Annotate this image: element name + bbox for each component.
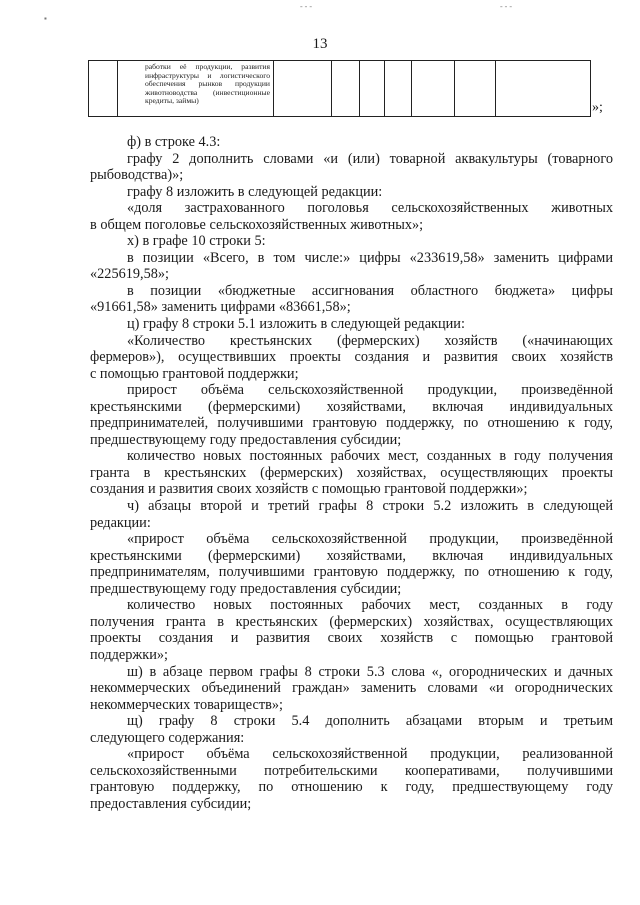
paragraph-line: предоставления субсидии; [90, 795, 252, 812]
paragraph-line: «прирост объёма сельскохозяйственной продукции, реализованной [127, 746, 613, 763]
table-cell-line: животноводства (инвестиционные [145, 87, 270, 97]
paragraph-line: редакции: [90, 514, 151, 531]
paragraph-line: фермеров»), осуществивших проекты создания и развития своих хозяйств [90, 349, 613, 366]
table-cell-line: инфраструктуры и логистического [145, 70, 270, 80]
paragraph-line: рыбоводства)»; [90, 167, 184, 184]
paragraph-line: х) в графе 10 строки 5: [127, 233, 266, 250]
paragraph-line: проекты создания и развития своих хозяйств с помощью грантовой [90, 630, 613, 647]
paragraph-line: предпринимателям, получившими грантовую поддержку, по отношению к году, [90, 564, 613, 581]
paragraph-line: «доля застрахованного поголовья сельскохозяйственных животных [127, 200, 613, 217]
paragraph-line: щ) графу 8 строки 5.4 дополнить абзацами вторым и третьим [127, 713, 613, 730]
table-cell [332, 61, 360, 117]
paragraph-line: ф) в строке 4.3: [127, 134, 221, 150]
page-number: 13 [312, 36, 328, 52]
paragraph-line: сельскохозяйственными потребительскими кооперативами, получившими [90, 762, 613, 779]
paragraph-line: некоммерческих объединений граждан» заменить словами «и огороднических [90, 680, 613, 697]
paragraph-line: прирост объёма сельскохозяйственной продукции, произведённой [127, 382, 613, 399]
table-cell [385, 61, 412, 117]
paragraph-line: грантовую поддержку, по отношению к году, предшествующему году [90, 779, 613, 796]
paragraph-line: создания и развития своих хозяйств с помощью грантовой поддержки»; [90, 481, 528, 498]
paragraph-line: ч) абзацы второй и третий графы 8 строки 5.2 изложить в следующей [127, 498, 613, 515]
paragraph-line: предшествующему году предоставления субсидии; [90, 580, 402, 597]
paragraph-line: ц) графу 8 строки 5.1 изложить в следующей редакции: [127, 316, 465, 333]
paragraph-line: графу 2 дополнить словами «и (или) товарной аквакультуры (товарного [127, 150, 613, 167]
paragraph-line: следующего содержания: [90, 729, 245, 746]
paragraph-line: «225619,58»; [90, 266, 170, 283]
table-cell [455, 61, 496, 117]
table-cell [496, 61, 591, 117]
document-body [90, 134, 613, 812]
paragraph-line: гранта в крестьянских (фермерских) хозяйствах, осуществляющих проекты [90, 464, 613, 481]
paragraph-line: предшествующему году предоставления субсидии; [90, 431, 402, 448]
paragraph-line: количество новых постоянных рабочих мест, созданных в году получения [127, 448, 613, 465]
closing-quote: »; [592, 100, 603, 115]
paragraph-line: «прирост объёма сельскохозяйственной продукции, произведённой [127, 531, 613, 548]
paragraph-line: крестьянскими (фермерскими) хозяйствами, включая индивидуальных [90, 547, 613, 564]
table-cell-description [118, 61, 274, 117]
paragraph-line: крестьянскими (фермерскими) хозяйствами, включая индивидуальных [90, 398, 613, 415]
paragraph-line: количество новых постоянных рабочих мест, созданных в году [127, 597, 613, 614]
paragraph-line: в позиции «бюджетные ассигнования областного бюджета» цифры [127, 282, 613, 299]
paragraph-line: с помощью грантовой поддержки; [90, 365, 299, 382]
paragraph-line: предпринимателей, получившими грантовую поддержку, по отношению к году, [90, 415, 613, 432]
paragraph-line: в позиции «Всего, в том числе:» цифры «233619,58» заменить цифрами [127, 249, 613, 266]
table-cell [412, 61, 455, 117]
paragraph-line: поддержки»; [90, 646, 169, 663]
paragraph-line: некоммерческих товариществ»; [90, 696, 283, 713]
continued-table-row [88, 60, 591, 117]
table-cell-line: работки её продукции, развития [145, 62, 270, 71]
paragraph-line: «Количество крестьянских (фермерских) хозяйств («начинающих [127, 332, 613, 349]
table-cell-line: кредиты, займы) [145, 96, 199, 106]
table-cell [274, 61, 332, 117]
paragraph-line: «91661,58» заменить цифрами «83661,58»; [90, 299, 351, 316]
table-cell [89, 61, 118, 117]
paragraph-line: графу 8 изложить в следующей редакции: [127, 183, 383, 200]
paragraph-line: ш) в абзаце первом графы 8 строки 5.3 слова «, огороднических и дачных [127, 663, 613, 680]
table-cell [360, 61, 385, 117]
table-cell-line: обеспечения рынков продукции [145, 79, 270, 89]
paragraph-line: получения гранта в крестьянских (фермерских) хозяйствах, осуществляющих [90, 613, 613, 630]
paragraph-line: в общем поголовье сельскохозяйственных животных»; [90, 216, 424, 233]
